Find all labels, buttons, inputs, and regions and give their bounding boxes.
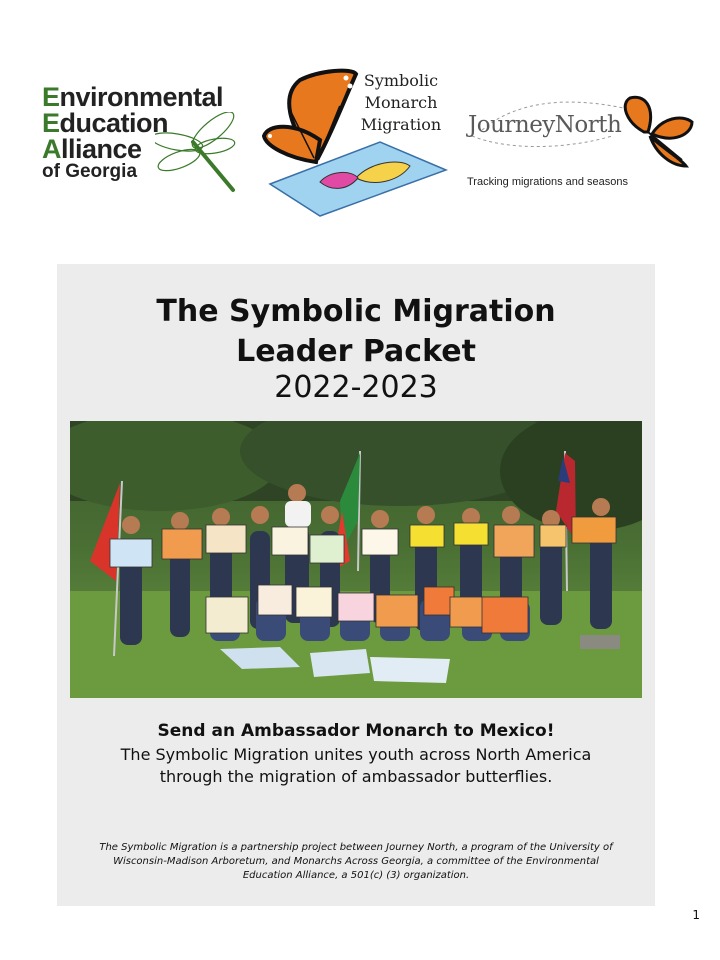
- smm-line3: Migration: [360, 115, 442, 134]
- eea-line1-rest: nvironmental: [59, 82, 224, 112]
- journey-north-logo: [462, 92, 702, 192]
- cover-panel: [57, 264, 655, 906]
- cover-title-line1: The Symbolic Migration: [156, 294, 556, 329]
- cover-footnote: [69, 841, 643, 883]
- eea-line-of-georgia: of Georgia: [42, 161, 138, 182]
- footnote-line2: Wisconsin-Madison Arboretum, and Monarchs Across Georgia, a committee of the Environmental: [113, 856, 599, 867]
- eea-line-environmental: Environmental: [42, 82, 224, 112]
- cover-year: 2022-2023: [274, 370, 438, 405]
- page-number: 1: [692, 908, 700, 922]
- footnote-line3: Education Alliance, a 501(c) (3) organization.: [242, 870, 470, 881]
- smm-line1: Symbolic: [363, 71, 439, 90]
- cover-title: [57, 292, 655, 372]
- eea-line-alliance: Alliance: [42, 134, 142, 164]
- cover-subline-1: The Symbolic Migration unites youth across North America: [120, 745, 592, 764]
- journey-north-wordmark: JourneyNorth: [468, 112, 622, 138]
- journey-north-tagline: Tracking migrations and seasons: [467, 176, 629, 188]
- smm-logo: [260, 66, 450, 222]
- cover-subline-2: through the migration of ambassador butterflies.: [159, 767, 553, 786]
- eea-line3-rest: lliance: [61, 134, 142, 164]
- footnote-line1: The Symbolic Migration is a partnership project between Journey North, a program of the University of: [99, 842, 613, 853]
- cover-subline: [57, 744, 655, 788]
- cover-title-line2: Leader Packet: [236, 334, 476, 369]
- eea-line2-rest: ducation: [59, 108, 169, 138]
- eea-line-education: Education: [42, 108, 169, 138]
- smm-line2: Monarch: [364, 93, 438, 112]
- cover-headline: Send an Ambassador Monarch to Mexico!: [157, 721, 555, 741]
- dragonfly-icon: [155, 112, 245, 196]
- smm-wordmark: [358, 70, 444, 136]
- group-photo: [70, 421, 642, 698]
